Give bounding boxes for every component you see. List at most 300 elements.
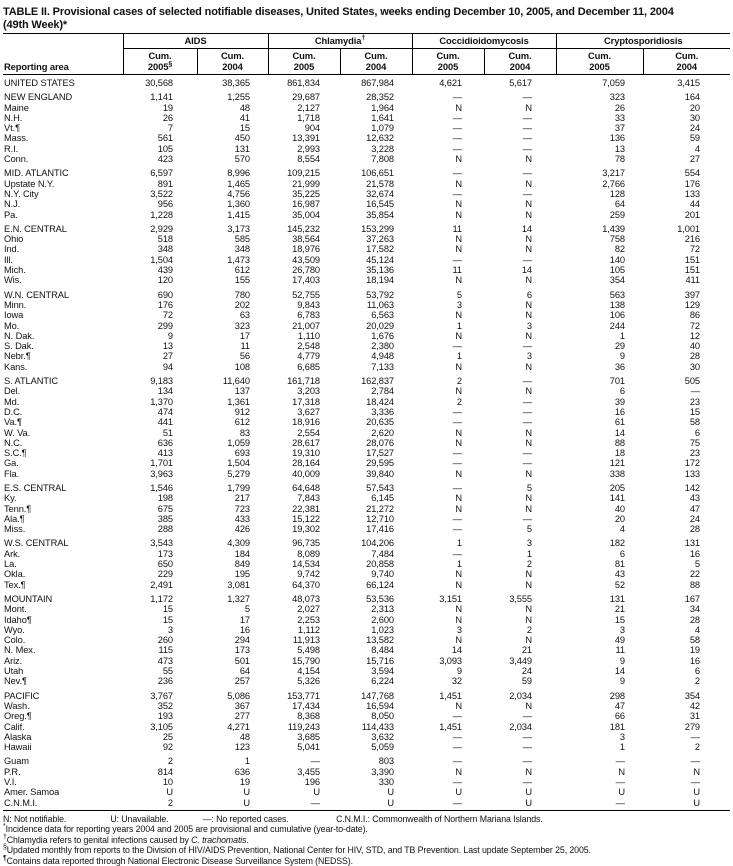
cell: 119,243 — [287, 721, 320, 732]
cell: 3,594 — [371, 666, 394, 677]
cell: 354 — [684, 690, 700, 701]
cell: 5,498 — [297, 645, 320, 656]
cell: — — [556, 798, 643, 811]
table-row — [3, 286, 730, 300]
cell: 6 — [694, 427, 700, 438]
cell: 153,771 — [287, 690, 320, 701]
cell: 2,993 — [297, 143, 320, 154]
cell: 701 — [609, 376, 625, 387]
cell: 18,976 — [292, 244, 320, 255]
cell: 3 — [526, 351, 532, 362]
cell: 8,368 — [297, 711, 320, 722]
cell: 28,164 — [292, 458, 320, 469]
cell: — — [452, 417, 462, 428]
cell: 1,701 — [150, 458, 173, 469]
cell: — — [615, 777, 625, 787]
row-label: Va.¶ — [4, 417, 22, 428]
cell: 66 — [614, 711, 625, 722]
cell: 58 — [689, 635, 700, 646]
cell: — — [690, 756, 700, 767]
cell: 123 — [234, 742, 250, 753]
cell: N — [525, 361, 532, 372]
cell: 5 — [526, 482, 532, 493]
cell: 1,451 — [439, 690, 462, 701]
cell: — — [690, 386, 700, 397]
row-label: Conn. — [4, 154, 29, 165]
row-label: Ohio — [4, 234, 24, 245]
cell: 7,133 — [371, 361, 394, 372]
cell: 5 — [456, 289, 462, 300]
row-label: Mont. — [4, 604, 27, 615]
cell: 3,963 — [150, 468, 173, 479]
cell: 176 — [684, 178, 700, 189]
cell: 16,594 — [366, 700, 394, 711]
cell: 1,023 — [371, 624, 394, 635]
cell: 24 — [689, 123, 700, 134]
row-label: Wash. — [4, 700, 30, 711]
row-label: N.C. — [4, 437, 23, 448]
row-label: Okla. — [4, 569, 26, 580]
cell: 2,380 — [371, 341, 394, 352]
cell: 904 — [304, 123, 320, 134]
cell: 2,253 — [297, 614, 320, 625]
cell: 24 — [521, 666, 532, 677]
group-label: AIDS — [184, 35, 207, 46]
cell: 6 — [694, 666, 700, 677]
cell: — — [522, 133, 532, 144]
cell: 17,527 — [366, 448, 394, 459]
cell: 299 — [157, 320, 173, 331]
row-label: Kans. — [4, 361, 28, 372]
cell: 72 — [689, 244, 700, 255]
cell: N — [525, 700, 532, 711]
cell: 956 — [157, 199, 173, 210]
cell: 4 — [619, 524, 625, 535]
group-header-cryptosporidiosis — [556, 34, 730, 49]
row-label: S. Dak. — [4, 341, 34, 352]
cell: 96,735 — [292, 538, 320, 549]
cell: 650 — [157, 559, 173, 570]
cell: N — [455, 275, 462, 286]
cell: 72 — [162, 310, 173, 321]
cell: 20 — [689, 102, 700, 113]
cell: 15,716 — [366, 655, 394, 666]
cell: 3,336 — [371, 406, 394, 417]
row-label: Nev.¶ — [4, 676, 27, 687]
cell: 18,424 — [366, 396, 394, 407]
cell: 53,536 — [366, 593, 394, 604]
cell: 23 — [689, 396, 700, 407]
cell: 172 — [684, 458, 700, 469]
cell: N — [525, 579, 532, 590]
table-row — [3, 397, 730, 407]
cell: 3 — [526, 538, 532, 549]
row-label: N. Dak. — [4, 330, 35, 341]
cell: 86 — [689, 310, 700, 321]
cell: 9 — [619, 676, 625, 687]
cell: 11,063 — [366, 299, 394, 310]
cell: 4,779 — [297, 351, 320, 362]
cell: 612 — [234, 265, 250, 276]
cell: 348 — [157, 244, 173, 255]
cell: 1 — [244, 756, 250, 767]
cell: — — [452, 742, 462, 753]
cell: — — [615, 756, 625, 767]
cell: N — [455, 437, 462, 448]
table-row — [3, 255, 730, 265]
table-row — [3, 321, 730, 331]
cell: — — [522, 711, 532, 722]
cell: 3,203 — [297, 386, 320, 397]
cell: 16 — [689, 655, 700, 666]
cell: 413 — [157, 448, 173, 459]
cell: 142 — [684, 482, 700, 493]
cell: 2,620 — [371, 427, 394, 438]
cell: 217 — [234, 493, 250, 504]
cell: — — [452, 524, 462, 535]
cell: — — [522, 458, 532, 469]
table-row — [3, 479, 730, 493]
cell: 2,600 — [371, 614, 394, 625]
cell: 15 — [162, 604, 173, 615]
table-row — [3, 234, 730, 244]
cell: — — [522, 417, 532, 428]
table-title-line1: TABLE II. Provisional cases of selected notifiable diseases, United States, weeks ending December 10, 2005, and December 11, 2004 — [3, 6, 674, 18]
row-label: Utah — [4, 666, 24, 677]
abbreviation-legend — [3, 814, 730, 824]
table-row — [3, 798, 730, 811]
cell: 4,309 — [227, 538, 250, 549]
table-row — [3, 300, 730, 310]
cell: 3,081 — [227, 579, 250, 590]
cell: 260 — [157, 635, 173, 646]
cell: 2 — [167, 756, 173, 767]
cell: 43,509 — [292, 254, 320, 265]
col-header-coccidioidomycosis-2004: Cum. 2004 — [484, 49, 556, 75]
col-header-aids-2004: Cum. 2004 — [197, 49, 268, 75]
row-label: Mass. — [4, 133, 29, 144]
cell: N — [455, 569, 462, 580]
cell: 56 — [239, 351, 250, 362]
table-title-line2: (49th Week)* — [3, 18, 68, 31]
legend-no-reported-cases: —: No reported cases. — [202, 813, 289, 824]
footnote-star: *Incidence data for reporting years 2004 and 2005 are provisional and cumulative (year-to-date). — [3, 823, 368, 835]
cell: 81 — [614, 559, 625, 570]
cell: 43 — [689, 493, 700, 504]
cell: 518 — [157, 234, 173, 245]
cell: 41 — [239, 112, 250, 123]
cell: 24 — [689, 513, 700, 524]
row-label: MID. ATLANTIC — [4, 168, 69, 179]
cell: 14 — [451, 645, 462, 656]
col-header-cryptosporidiosis-2004: Cum. 2004 — [643, 49, 730, 75]
cell: 196 — [304, 777, 320, 787]
cell: 10 — [162, 777, 173, 787]
cell: 94 — [162, 361, 173, 372]
cell: 1,718 — [297, 112, 320, 123]
cell: 6 — [619, 548, 625, 559]
cell: 8,554 — [297, 154, 320, 165]
cell: 397 — [684, 289, 700, 300]
table-row — [3, 524, 730, 534]
row-label: Amer. Samoa — [4, 787, 60, 798]
row-label: P.R. — [4, 766, 21, 777]
table-row — [3, 210, 730, 220]
cell: 2,784 — [371, 386, 394, 397]
cell: 120 — [157, 275, 173, 286]
cell: 1,141 — [150, 92, 173, 103]
table-row — [3, 590, 730, 604]
cell: 48 — [239, 102, 250, 113]
cell: 83 — [239, 427, 250, 438]
cell: 2,027 — [297, 604, 320, 615]
row-label: W.N. CENTRAL — [4, 289, 69, 300]
table-row — [3, 635, 730, 645]
table-row — [3, 154, 730, 164]
cell: 129 — [684, 299, 700, 310]
cell: 11,640 — [222, 376, 250, 387]
cell: N — [455, 614, 462, 625]
row-label: N.H. — [4, 112, 23, 123]
cell: 17,416 — [366, 524, 394, 535]
row-label: Guam — [4, 756, 29, 767]
cell: 1 — [619, 742, 625, 753]
cell: 63 — [239, 310, 250, 321]
table-row — [3, 75, 730, 89]
cell: 330 — [378, 777, 394, 787]
cell: 64 — [239, 666, 250, 677]
cell: 18,194 — [366, 275, 394, 286]
cell: 13 — [162, 341, 173, 352]
footnote-pilcrow: ¶Contains data reported through National Electronic Disease Surveillance System (NEDSS). — [3, 854, 353, 866]
cell: 3 — [167, 624, 173, 635]
cell: 40 — [614, 503, 625, 514]
cell: — — [522, 112, 532, 123]
cell: 205 — [609, 482, 625, 493]
cell: — — [522, 406, 532, 417]
cell: 59 — [689, 133, 700, 144]
cell: 352 — [157, 700, 173, 711]
cell: 1,172 — [150, 593, 173, 604]
cell: 474 — [157, 406, 173, 417]
cell: — — [452, 777, 462, 787]
table-row — [3, 732, 730, 742]
cell: 16,545 — [366, 199, 394, 210]
group-marker: † — [361, 34, 366, 42]
cell: 40,009 — [292, 468, 320, 479]
row-label: Minn. — [4, 299, 27, 310]
cell: 3,522 — [150, 188, 173, 199]
cell: 5,041 — [297, 742, 320, 753]
cell: 1,504 — [150, 254, 173, 265]
cell: 1 — [456, 320, 462, 331]
cell: N — [455, 154, 462, 165]
cell: 4,621 — [439, 78, 462, 88]
cell: 5 — [694, 559, 700, 570]
cell: 423 — [157, 154, 173, 165]
table-row — [3, 144, 730, 154]
cell: — — [452, 92, 462, 103]
cell: 3 — [619, 624, 625, 635]
cell: 14,534 — [292, 559, 320, 570]
cell: 323 — [234, 320, 250, 331]
cell: N — [455, 234, 462, 245]
cell: 11 — [240, 341, 250, 352]
table-row — [3, 777, 730, 787]
cell: 12,632 — [366, 133, 394, 144]
table-row — [3, 742, 730, 752]
cell: 236 — [157, 676, 173, 687]
cell: 758 — [609, 234, 625, 245]
cell: 29,595 — [366, 458, 394, 469]
cell: 82 — [614, 244, 625, 255]
cell: 15 — [162, 614, 173, 625]
cell: N — [525, 330, 532, 341]
row-label: Ala.¶ — [4, 513, 25, 524]
cell: N — [455, 427, 462, 438]
cell: 3,543 — [150, 538, 173, 549]
cell: 141 — [609, 493, 625, 504]
cell: 20,029 — [366, 320, 394, 331]
cell: 1 — [619, 330, 625, 341]
cell: — — [452, 112, 462, 123]
row-label: R.I. — [4, 143, 19, 154]
row-label: Maine — [4, 102, 29, 113]
cell: N — [525, 199, 532, 210]
cell: 28 — [689, 351, 700, 362]
row-label: Iowa — [4, 310, 24, 321]
cell: 3,228 — [371, 143, 394, 154]
cell: 554 — [684, 168, 700, 179]
cell: 1,504 — [227, 458, 250, 469]
cell: 173 — [157, 548, 173, 559]
cell: N — [525, 493, 532, 504]
cell: U — [387, 787, 394, 798]
cell: 28 — [689, 524, 700, 535]
cell: 40 — [689, 341, 700, 352]
cell: N — [455, 310, 462, 321]
table-row — [3, 189, 730, 199]
cell: 59 — [521, 676, 532, 687]
cell: — — [522, 254, 532, 265]
cell: 3,627 — [297, 406, 320, 417]
cell: 37,263 — [366, 234, 394, 245]
cell: 3,632 — [371, 731, 394, 742]
cell: 15 — [614, 614, 625, 625]
cell: 16 — [239, 624, 250, 635]
cell: 6,145 — [371, 493, 394, 504]
cell: 2 — [456, 376, 462, 387]
cell: 1 — [456, 538, 462, 549]
cell: — — [522, 376, 532, 387]
table-body — [3, 75, 730, 811]
cell: 257 — [234, 676, 250, 687]
cell: — — [452, 341, 462, 352]
cell: 17,582 — [366, 244, 394, 255]
row-label: Ariz. — [4, 655, 23, 666]
cell: U — [455, 787, 462, 798]
cell: 39 — [614, 396, 625, 407]
cell: 229 — [157, 569, 173, 580]
corner-cell — [3, 34, 123, 49]
table-row — [3, 514, 730, 524]
cell: 891 — [157, 178, 173, 189]
cell: 106 — [609, 310, 625, 321]
cell: 193 — [157, 711, 173, 722]
cell: 433 — [234, 513, 250, 524]
cell: N — [525, 503, 532, 514]
cell: 3,415 — [677, 78, 700, 88]
cell: 5,617 — [509, 78, 532, 88]
cell: N — [455, 244, 462, 255]
cell: 42 — [689, 700, 700, 711]
row-label: NEW ENGLAND — [4, 92, 73, 103]
cell: 3,093 — [439, 655, 462, 666]
row-label: D.C. — [4, 406, 23, 417]
cell: 35,136 — [366, 265, 394, 276]
group-header-coccidioidomycosis — [412, 34, 556, 49]
col-header-chlamydia-2004: Cum. 2004 — [340, 49, 412, 75]
footnote-section: §Updated monthly from reports to the Division of HIV/AIDS Prevention, National Center for HIV, STD, and TB Prevention. Last update September 25, 2005. — [3, 844, 591, 856]
cell: N — [525, 614, 532, 625]
cell: 5,086 — [227, 690, 250, 701]
table-row — [3, 711, 730, 721]
cell: 1,415 — [227, 209, 250, 220]
cell: 20,858 — [366, 559, 394, 570]
cell: 3,455 — [297, 766, 320, 777]
cell: 6,563 — [371, 310, 394, 321]
cell: 7 — [167, 123, 173, 134]
cell: 1,059 — [227, 437, 250, 448]
cell: 16 — [689, 548, 700, 559]
cell: — — [452, 123, 462, 134]
cell: 55 — [162, 666, 173, 677]
cell: 1,964 — [371, 102, 394, 113]
cell: 348 — [234, 244, 250, 255]
cell: N — [525, 209, 532, 220]
cell: 15 — [689, 406, 700, 417]
cell: 7,059 — [602, 78, 625, 88]
cell: — — [522, 731, 532, 742]
footnote-dagger: †Chlamydia refers to genital infections caused by C. trachomatis. — [3, 833, 249, 845]
cell: 92 — [162, 742, 173, 753]
cell: 780 — [234, 289, 250, 300]
cell: N — [455, 700, 462, 711]
cell: 12,710 — [366, 513, 394, 524]
cell: N — [455, 199, 462, 210]
cell: 19 — [689, 645, 700, 656]
cell: 48,073 — [292, 593, 320, 604]
cell: 88 — [614, 437, 625, 448]
cell: 52,755 — [292, 289, 320, 300]
cell: 114,433 — [361, 721, 394, 732]
table-row — [3, 701, 730, 711]
cell: 198 — [157, 493, 173, 504]
cell: 6,783 — [297, 310, 320, 321]
cell: — — [452, 406, 462, 417]
cell: 1,676 — [371, 330, 394, 341]
row-label: V.I. — [4, 777, 17, 787]
cell: N — [525, 234, 532, 245]
cell: 48 — [239, 731, 250, 742]
cell: 52 — [614, 579, 625, 590]
cell: 1,110 — [297, 330, 320, 341]
cell: 6,224 — [371, 676, 394, 687]
table-row — [3, 752, 730, 766]
cell: 75 — [689, 437, 700, 448]
cell: 3,105 — [150, 721, 173, 732]
cell: 277 — [234, 711, 250, 722]
